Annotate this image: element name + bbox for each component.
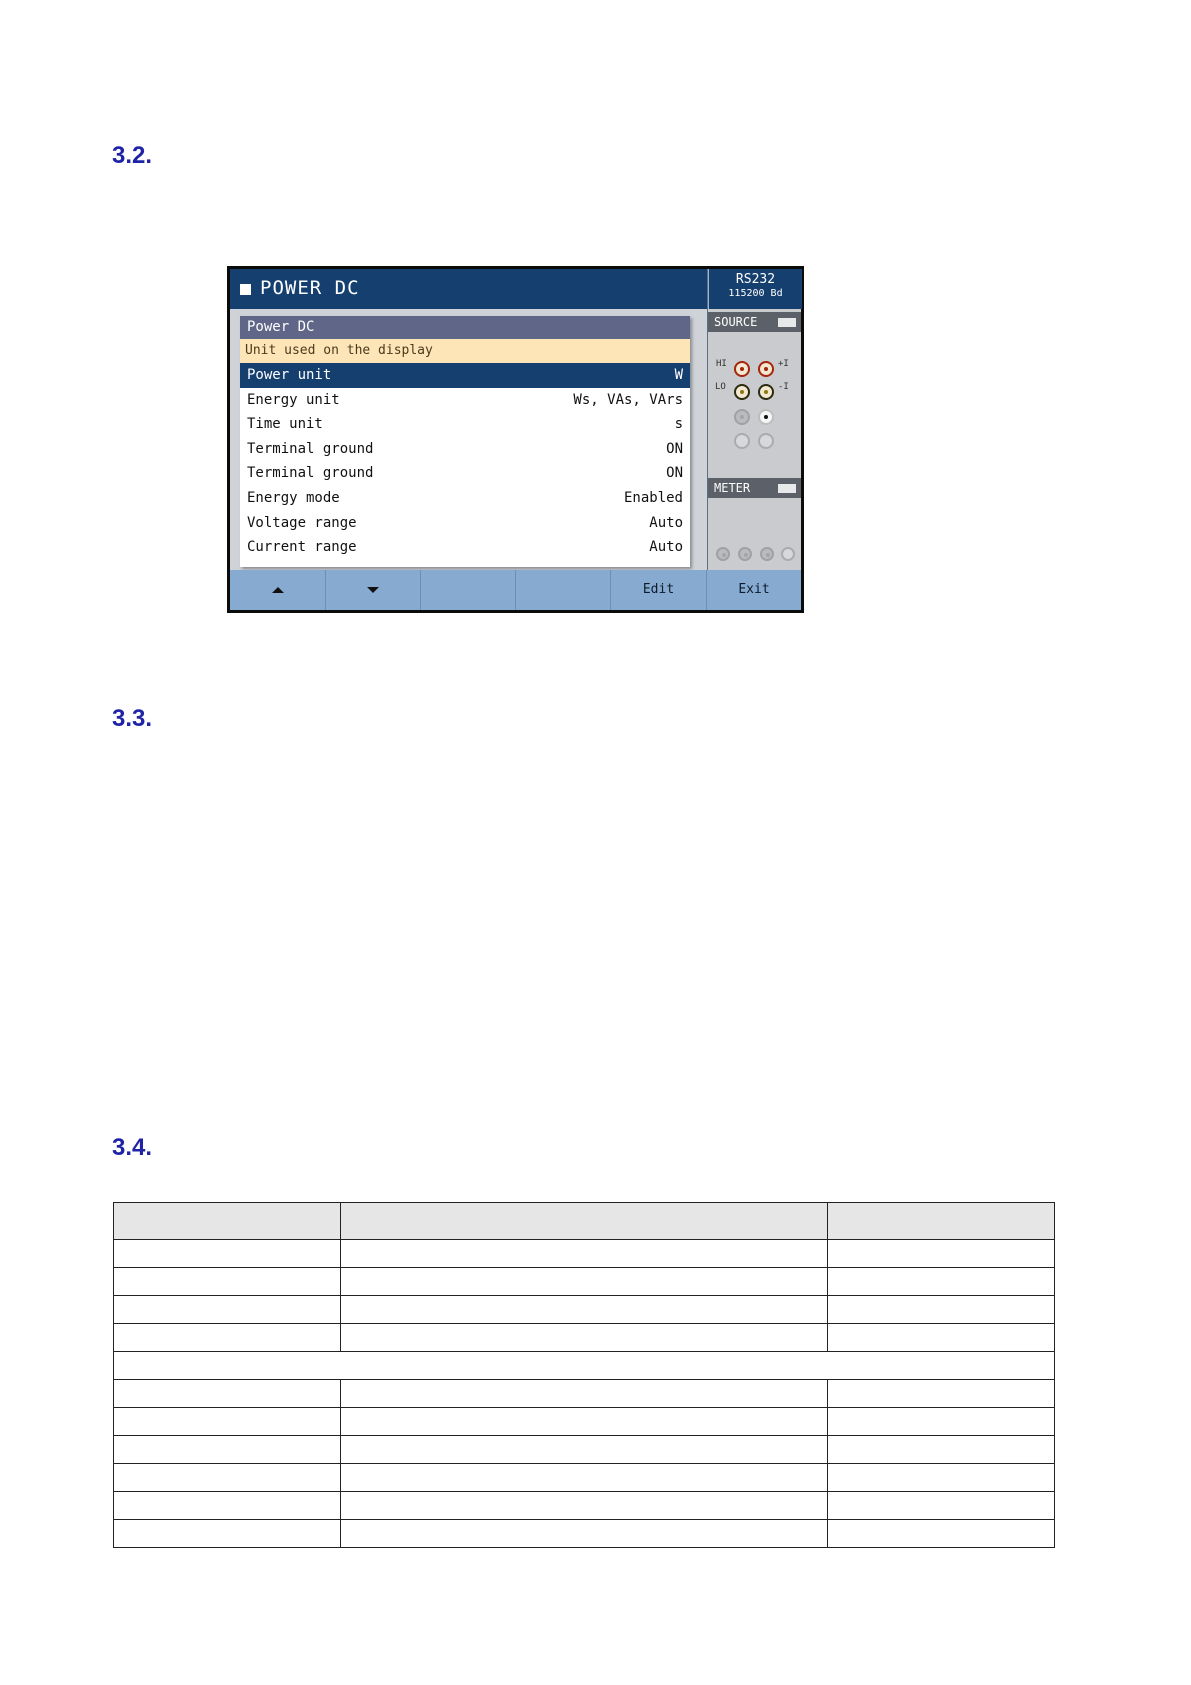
table-cell (114, 1492, 341, 1520)
table-cell (114, 1464, 341, 1492)
menu-item-value: Ws, VAs, VArs (573, 391, 683, 408)
menu-item-label: Energy mode (247, 489, 340, 506)
table-cell (340, 1492, 827, 1520)
menu-item-label: Energy unit (247, 391, 340, 408)
table-row (114, 1520, 1055, 1548)
exit-softkey[interactable]: Exit (738, 582, 770, 597)
table-cell (340, 1240, 827, 1268)
table-row (114, 1464, 1055, 1492)
table-row (114, 1268, 1055, 1296)
table-cell (340, 1520, 827, 1548)
sense-terminal-icon (734, 409, 750, 425)
table-row (114, 1492, 1055, 1520)
table-span-row (114, 1352, 1055, 1380)
source-header (708, 312, 801, 332)
menu-item-value: Auto (649, 514, 683, 531)
table-cell (340, 1324, 827, 1352)
table-cell (340, 1268, 827, 1296)
screen-title: POWER DC (260, 277, 360, 299)
meter-terminal-icon (738, 547, 752, 561)
table-header-row (114, 1203, 1055, 1240)
menu-item-terminal-ground-2[interactable] (240, 461, 690, 486)
table-row (114, 1296, 1055, 1324)
table-row (114, 1324, 1055, 1352)
meter-label: METER (714, 481, 751, 495)
lo-label: LO (715, 382, 726, 392)
table-cell (828, 1240, 1055, 1268)
meter-terminal-icon (760, 547, 774, 561)
table-cell (828, 1380, 1055, 1408)
table-cell (828, 1324, 1055, 1352)
table-header-cell (828, 1203, 1055, 1240)
menu-item-label: Time unit (247, 416, 323, 433)
table-cell (114, 1268, 341, 1296)
menu-item-label: Voltage range (247, 514, 357, 531)
specification-table (113, 1202, 1055, 1548)
inactive-terminal-icon (734, 433, 750, 449)
table-cell (114, 1380, 341, 1408)
minus-i-terminal-icon (758, 384, 774, 400)
plus-i-terminal-icon (758, 361, 774, 377)
interface-status (708, 269, 802, 309)
table-cell (828, 1492, 1055, 1520)
table-cell (828, 1436, 1055, 1464)
menu-hint: Unit used on the display (240, 339, 690, 363)
table-cell (114, 1296, 341, 1324)
softkey-bar (230, 570, 801, 610)
table-cell (114, 1436, 341, 1464)
softkey-4[interactable] (516, 570, 611, 610)
menu-item-energy-mode[interactable] (240, 486, 690, 511)
table-span-cell (114, 1352, 1055, 1380)
table-row (114, 1380, 1055, 1408)
menu-item-label: Terminal ground (247, 465, 374, 482)
table-cell (828, 1296, 1055, 1324)
menu-item-label: Terminal ground (247, 440, 374, 457)
hi-terminal-icon (734, 361, 750, 377)
menu-item-label: Power unit (247, 367, 332, 383)
menu-item-value: ON (666, 465, 683, 482)
baud-rate: 115200 Bd (728, 288, 783, 299)
menu-item-value: Auto (649, 539, 683, 556)
lo-terminal-icon (734, 384, 750, 400)
source-label: SOURCE (714, 315, 758, 329)
menu-panel (230, 309, 707, 570)
arrow-down-icon (367, 587, 379, 593)
table-cell (340, 1464, 827, 1492)
plus-i-label: +I (778, 359, 789, 369)
meter-terminal-icon (781, 547, 795, 561)
section-number-3-3: 3.3. (112, 705, 153, 732)
menu-item-value: Enabled (623, 489, 683, 506)
mode-square-icon (240, 284, 251, 295)
menu-item-value: s (674, 416, 683, 433)
edit-softkey[interactable]: Edit (611, 570, 707, 610)
table-cell (114, 1408, 341, 1436)
menu-header: Power DC (240, 316, 690, 339)
menu-item-label: Current range (247, 539, 357, 556)
table-row (114, 1240, 1055, 1268)
table-cell (114, 1324, 341, 1352)
meter-indicator (778, 484, 796, 493)
menu-item-voltage-range[interactable] (240, 511, 690, 536)
instrument-screen (227, 266, 804, 613)
table-cell (340, 1380, 827, 1408)
interface-name: RS232 (735, 272, 776, 287)
minus-i-label: -I (778, 382, 789, 392)
table-cell (828, 1520, 1055, 1548)
table-row (114, 1436, 1055, 1464)
menu-item-value: ON (666, 440, 683, 457)
table-cell (828, 1464, 1055, 1492)
meter-header (708, 478, 801, 498)
meter-terminal-icon (716, 547, 730, 561)
table-cell (340, 1296, 827, 1324)
aux-terminal-icon (758, 409, 774, 425)
table-cell (114, 1240, 341, 1268)
table-header-cell (340, 1203, 827, 1240)
menu-item-energy-unit[interactable] (240, 388, 690, 413)
section-number-3-2: 3.2. (112, 142, 153, 169)
menu-item-value: W (674, 367, 683, 383)
menu-item-terminal-ground[interactable] (240, 437, 690, 462)
menu-item-time-unit[interactable] (240, 412, 690, 437)
table-row (114, 1408, 1055, 1436)
table-cell (114, 1520, 341, 1548)
softkey-down[interactable] (326, 570, 421, 610)
inactive-terminal-icon (758, 433, 774, 449)
softkey-up[interactable] (230, 570, 326, 610)
source-indicator (778, 318, 796, 327)
arrow-up-icon (272, 587, 284, 593)
menu-item-power-unit[interactable] (240, 363, 690, 388)
hi-label: HI (716, 359, 727, 369)
terminal-panel (708, 309, 801, 570)
settings-menu (240, 316, 690, 567)
menu-item-current-range[interactable] (240, 535, 690, 560)
table-cell (828, 1408, 1055, 1436)
table-cell (340, 1436, 827, 1464)
softkey-3[interactable] (421, 570, 516, 610)
screen-title-bar (230, 269, 707, 309)
table-header-cell (114, 1203, 341, 1240)
table-cell (828, 1268, 1055, 1296)
table-cell (340, 1408, 827, 1436)
section-number-3-4: 3.4. (112, 1134, 153, 1161)
